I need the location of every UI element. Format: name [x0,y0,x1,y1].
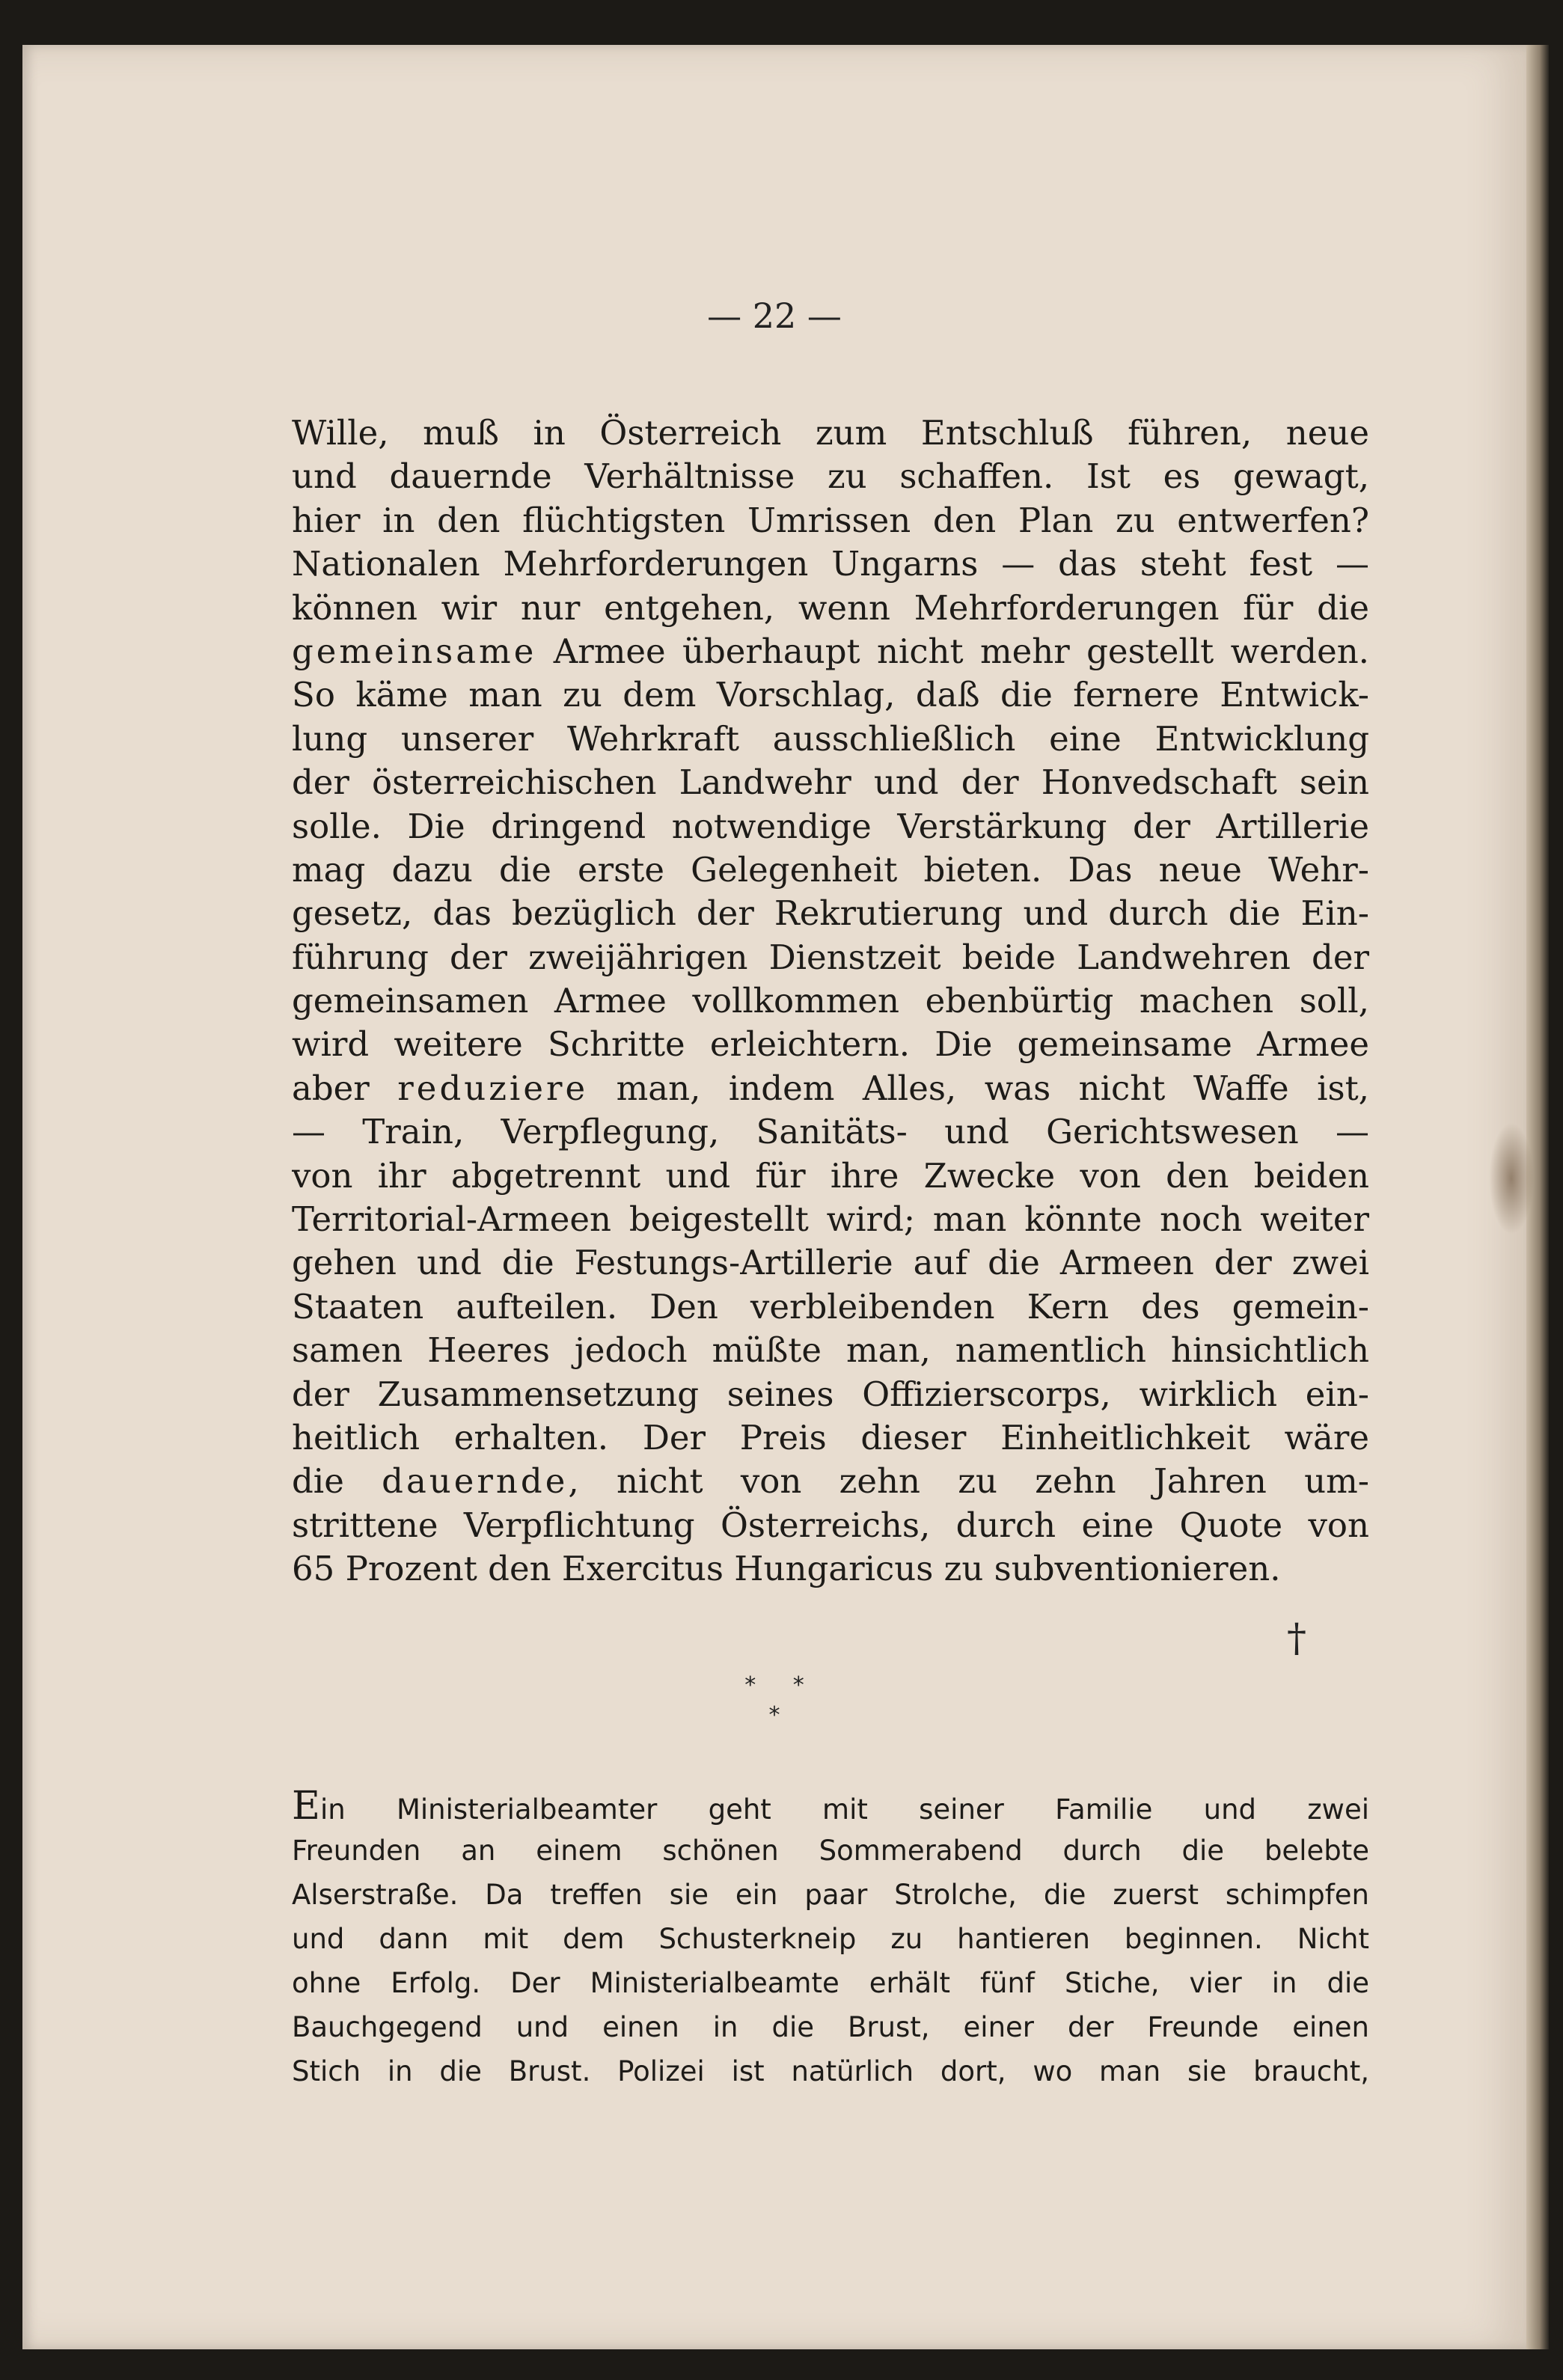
text-line: und dauernde Verhältnisse zu schaffen. Ist es gewagt, [292,456,1369,497]
text-line: hier in den flüchtigsten Umrissen den Plan zu entwerfen? [292,500,1369,540]
text-line-rest: in Ministerialbeamter geht mit seiner Familie und zwei [319,1793,1369,1826]
text-line: lung unserer Wehrkraft ausschließlich eine Entwicklung [292,718,1369,759]
emphasized-word: dauernde [382,1461,569,1502]
text-line: Territorial-Armeen beigestellt wird; man könnte noch weiter [292,1199,1369,1240]
emphasized-word: gemeinsame [292,631,537,671]
text-line: können wir nur entgehen, wenn Mehrforderungen für die [292,587,1369,628]
text-line: führung der zweijährigen Dienstzeit beide Landwehren der [292,937,1369,977]
text-line [292,1460,1369,1503]
text-line: strittene Verpflichtung Österreichs, durch eine Quote von [292,1505,1369,1545]
text-line: Staaten aufteilen. Den verbleibenden Kern des gemein- [292,1286,1369,1327]
text-line: mag dazu die erste Gelegenheit bieten. Das neue Wehr- [292,849,1369,890]
text-line: Freunden an einem schönen Sommerabend durch die belebte [292,1835,1369,1867]
emphasized-word: reduziere [397,1068,589,1108]
text-line: solle. Die dringend notwendige Verstärkung der Artillerie [292,806,1369,846]
text-line: ohne Erfolg. Der Ministerialbeamte erhält fünf Stiche, vier in die [292,1967,1369,1999]
text-line-rest: Armee überhaupt nicht mehr gestellt werden. [553,631,1369,671]
main-text-section [292,412,1369,1591]
asterism-top: * * [744,1672,804,1698]
text-line: von ihr abgetrennt und für ihre Zwecke von den beiden [292,1155,1369,1196]
text-line: Nationalen Mehrforderungen Ungarns — das steht fest — [292,544,1369,584]
text-line: Bauchgegend und einen in die Brust, einer der Freunde einen [292,2011,1369,2043]
text-line-start: aber [292,1068,370,1108]
text-line: und dann mit dem Schusterkneip zu hantieren beginnen. Nicht [292,1923,1369,1955]
text-line: Stich in die Brust. Polizei ist natürlich dort, wo man sie braucht, [292,2055,1369,2087]
asterism-bottom: * [768,1702,780,1728]
text-line: So käme man zu dem Vorschlag, daß die fernere Entwick- [292,675,1369,715]
dagger-mark: † [1287,1616,1306,1661]
text-line: samen Heeres jedoch müßte man, namentlich hinsichtlich [292,1330,1369,1371]
text-line: gesetz, das bezüglich der Rekrutierung und durch die Ein- [292,893,1369,934]
page-number: — 22 — [707,296,842,336]
initial-letter: E [292,1784,320,1829]
text-line: wird weitere Schritte erleichtern. Die gemeinsame Armee [292,1024,1369,1065]
text-line: gehen und die Festungs-Artillerie auf die Armeen der zwei [292,1243,1369,1283]
text-line [292,630,1369,673]
text-line: 65 Prozent den Exercitus Hungaricus zu subventionieren. [292,1549,1281,1589]
text-line: gemeinsamen Armee vollkommen ebenbürtig machen soll, [292,981,1369,1021]
page-stain [1489,1122,1534,1235]
text-line: — Train, Verpflegung, Sanitäts- und Gerichtswesen — [292,1112,1369,1152]
text-line [292,1784,1369,1829]
text-line: heitlich erhalten. Der Preis dieser Einheitlichkeit wäre [292,1417,1369,1457]
text-line [292,1067,1369,1110]
text-line: der österreichischen Landwehr und der Honvedschaft sein [292,762,1369,803]
text-line: Alserstraße. Da treffen sie ein paar Strolche, die zuerst schimpfen [292,1879,1369,1911]
text-line-rest: man, indem Alles, was nicht Waffe ist, [616,1068,1369,1108]
text-line-start: die [292,1461,344,1502]
text-line-rest: , nicht von zehn zu zehn Jahren um- [568,1461,1369,1502]
text-line: der Zusammensetzung seines Offizierscorps, wirklich ein- [292,1374,1369,1414]
text-line: Wille, muß in Österreich zum Entschluß führen, neue [292,413,1369,453]
book-page [22,45,1526,2349]
second-text-section [292,1784,1369,2093]
